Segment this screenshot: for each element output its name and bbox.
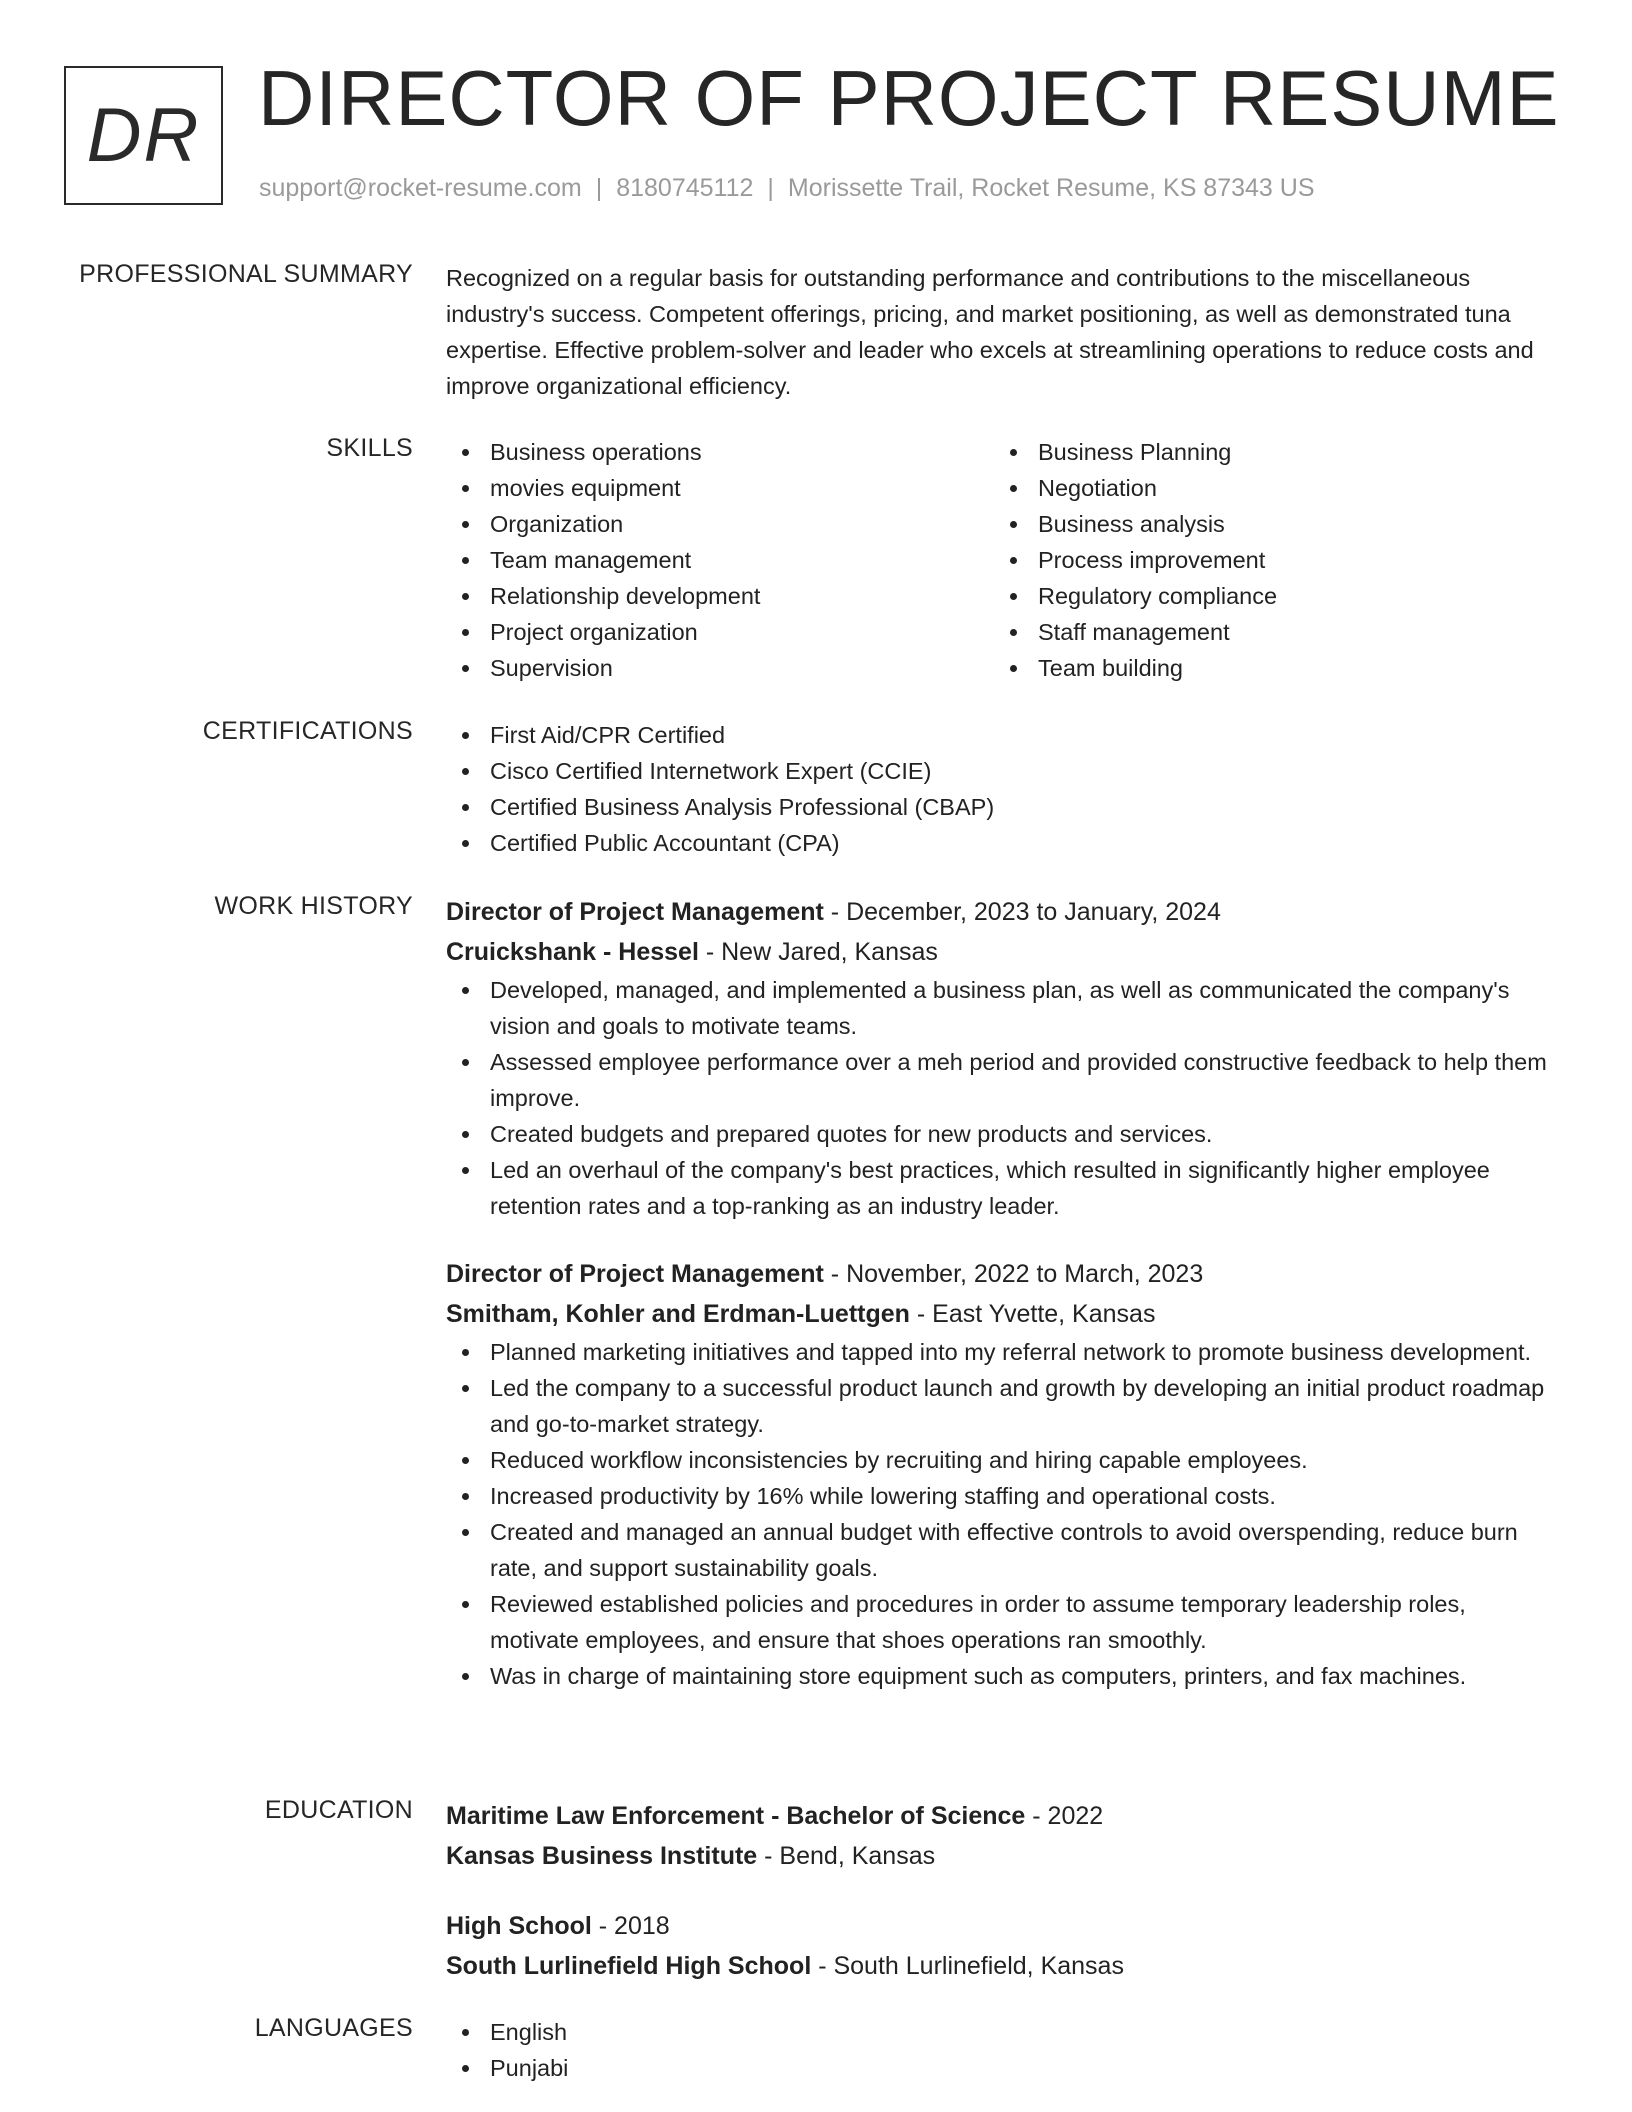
languages-list	[446, 2014, 1561, 2086]
job-bullet: Reviewed established policies and procedures in order to assume temporary leadership roles, motivate employees, and ensure that shoes operations ran smoothly.	[446, 1586, 1561, 1658]
skills-column-1	[446, 434, 994, 686]
job-dates: - December, 2023 to January, 2024	[823, 898, 1221, 926]
education-degree-line	[446, 1796, 1561, 1836]
education-school: South Lurlinefield High School	[446, 1952, 812, 1980]
summary-text: Recognized on a regular basis for outstanding performance and contributions to the miscellaneous industry's success. Competent offerings, pricing, and market positioning, as well as demonstrated tuna expertise. Effective problem-solver and leader who excels at streamlining operations to reduce costs and improve organizational efficiency.	[446, 265, 1534, 399]
education-year: - 2018	[591, 1912, 670, 1940]
job-location: - New Jared, Kansas	[698, 938, 938, 966]
job-bullets	[446, 1334, 1561, 1694]
job-bullet: Created budgets and prepared quotes for new products and services.	[446, 1116, 1561, 1152]
skill-item: Organization	[446, 506, 994, 542]
job-location: - East Yvette, Kansas	[909, 1300, 1156, 1328]
job-dates: - November, 2022 to March, 2023	[823, 1260, 1204, 1288]
job-title: Director of Project Management	[446, 1260, 824, 1288]
job-bullet: Developed, managed, and implemented a business plan, as well as communicated the company's vision and goals to motivate teams.	[446, 972, 1561, 1044]
language-item: Punjabi	[446, 2050, 1561, 2086]
education-location: - South Lurlinefield, Kansas	[811, 1952, 1124, 1980]
job-bullet: Planned marketing initiatives and tapped into my referral network to promote business development.	[446, 1334, 1561, 1370]
certifications-list	[446, 717, 1561, 861]
skill-item: Business Planning	[994, 434, 1554, 470]
education-degree: Maritime Law Enforcement - Bachelor of Science	[446, 1802, 1026, 1830]
education-entry	[446, 1796, 1561, 1876]
job-title-line	[446, 892, 1561, 932]
skill-item: Business analysis	[994, 506, 1554, 542]
monogram-logo: DR	[64, 66, 223, 205]
education-school-line	[446, 1836, 1561, 1876]
education-body	[446, 1796, 1561, 1986]
section-label-certifications: CERTIFICATIONS	[202, 717, 413, 745]
education-degree-line	[446, 1906, 1561, 1946]
section-label-summary: PROFESSIONAL SUMMARY	[79, 260, 413, 288]
section-label-education: EDUCATION	[264, 1796, 413, 1824]
education-degree: High School	[446, 1912, 592, 1940]
language-item: English	[446, 2014, 1561, 2050]
skill-item: Business operations	[446, 434, 994, 470]
job-company: Cruickshank - Hessel	[446, 938, 699, 966]
summary-body	[446, 260, 1561, 404]
job-entry	[446, 1254, 1561, 1694]
contact-address: Morissette Trail, Rocket Resume, KS 87343 US	[787, 174, 1315, 202]
education-school-line	[446, 1946, 1561, 1986]
skill-item: Relationship development	[446, 578, 994, 614]
contact-line	[259, 174, 1315, 203]
skill-item: Regulatory compliance	[994, 578, 1554, 614]
contact-email: support@rocket-resume.com	[259, 174, 582, 202]
job-bullet: Assessed employee performance over a meh period and provided constructive feedback to help them improve.	[446, 1044, 1561, 1116]
contact-phone: 8180745112	[616, 174, 754, 202]
section-label-work: WORK HISTORY	[214, 892, 413, 920]
certification-item: Certified Public Accountant (CPA)	[446, 825, 1561, 861]
job-entry	[446, 892, 1561, 1224]
certification-item: Cisco Certified Internetwork Expert (CCIE)	[446, 753, 1561, 789]
skill-item: movies equipment	[446, 470, 994, 506]
job-company: Smitham, Kohler and Erdman-Luettgen	[446, 1300, 910, 1328]
skill-item: Supervision	[446, 650, 994, 686]
languages-body	[446, 2014, 1561, 2086]
job-bullet: Increased productivity by 16% while lowering staffing and operational costs.	[446, 1478, 1561, 1514]
skill-item: Process improvement	[994, 542, 1554, 578]
section-label-languages: LANGUAGES	[254, 2014, 413, 2042]
skill-item: Negotiation	[994, 470, 1554, 506]
section-label-skills: SKILLS	[326, 434, 413, 462]
skill-item: Team building	[994, 650, 1554, 686]
skill-item: Project organization	[446, 614, 994, 650]
skill-item: Staff management	[994, 614, 1554, 650]
resume-title: DIRECTOR OF PROJECT RESUME	[258, 54, 1560, 142]
job-bullet: Led an overhaul of the company's best practices, which resulted in significantly higher employee retention rates and a top-ranking as an industry leader.	[446, 1152, 1561, 1224]
contact-separator: |	[767, 174, 774, 202]
job-company-line	[446, 932, 1561, 972]
certification-item: Certified Business Analysis Professional (CBAP)	[446, 789, 1561, 825]
education-location: - Bend, Kansas	[757, 1842, 936, 1870]
education-school: Kansas Business Institute	[446, 1842, 758, 1870]
job-title-line	[446, 1254, 1561, 1294]
certifications-body	[446, 717, 1561, 861]
job-bullet: Reduced workflow inconsistencies by recruiting and hiring capable employees.	[446, 1442, 1561, 1478]
skills-body	[446, 434, 1561, 686]
skills-column-2	[994, 434, 1554, 686]
work-body	[446, 892, 1561, 1694]
job-bullet: Was in charge of maintaining store equipment such as computers, printers, and fax machines.	[446, 1658, 1561, 1694]
contact-separator: |	[595, 174, 603, 202]
job-title: Director of Project Management	[446, 898, 824, 926]
job-bullets	[446, 972, 1561, 1224]
job-bullet: Led the company to a successful product launch and growth by developing an initial product roadmap and go-to-market strategy.	[446, 1370, 1561, 1442]
education-entry	[446, 1906, 1561, 1986]
education-year: - 2022	[1025, 1802, 1104, 1830]
job-bullet: Created and managed an annual budget with effective controls to avoid overspending, reduce burn rate, and support sustainability goals.	[446, 1514, 1561, 1586]
certification-item: First Aid/CPR Certified	[446, 717, 1561, 753]
job-company-line	[446, 1294, 1561, 1334]
skill-item: Team management	[446, 542, 994, 578]
